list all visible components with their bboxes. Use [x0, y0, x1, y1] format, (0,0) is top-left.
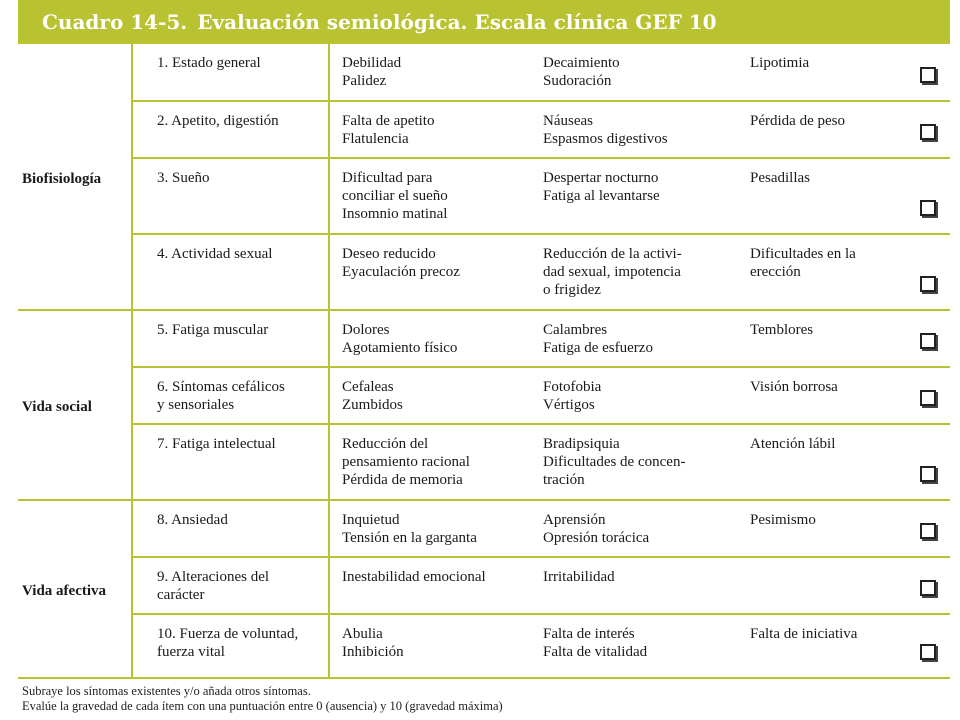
item-label-line: 10. Fuerza de voluntad, [157, 626, 299, 642]
table-number: Cuadro 14-5. [42, 10, 188, 34]
evaluation-table-wrapper [18, 44, 950, 674]
symptom-cell [738, 367, 906, 424]
symptom-cell [329, 101, 531, 158]
symptom-cell-line: tración [543, 472, 585, 488]
category-label: Biofisiología [18, 44, 132, 310]
symptom-cell-line: conciliar el sueño [342, 188, 448, 204]
symptom-cell [531, 614, 738, 678]
item-label-line: fuerza vital [157, 644, 225, 660]
symptom-cell [738, 500, 906, 557]
symptom-cell [531, 500, 738, 557]
symptom-cell [738, 234, 906, 310]
footer-note-1: Subraye los síntomas existentes y/o añada otros síntomas. [22, 684, 311, 698]
symptom-cell [531, 44, 738, 101]
checkbox-cell [906, 424, 950, 500]
symptom-cell [531, 424, 738, 500]
symptom-cell-line: Decaimiento [543, 55, 620, 71]
item-label-line: 6. Síntomas cefálicos [157, 379, 285, 395]
symptom-cell-line: Inhibición [342, 644, 404, 660]
symptom-cell-line: Irritabilidad [543, 569, 615, 585]
symptom-cell-line: Calambres [543, 322, 608, 338]
item-label [132, 310, 329, 367]
symptom-cell-line: Falta de apetito [342, 113, 435, 129]
item-label [132, 557, 329, 614]
symptom-cell [738, 557, 906, 614]
symptom-cell [531, 101, 738, 158]
symptom-cell-line: Fatiga al levantarse [543, 188, 660, 204]
table-row [18, 424, 950, 500]
symptom-cell-line: Zumbidos [342, 397, 403, 413]
symptom-cell-line: erección [750, 264, 801, 280]
checkbox-cell [906, 614, 950, 678]
symptom-cell [531, 310, 738, 367]
title-bar [18, 0, 950, 44]
item-label-line: 9. Alteraciones del [157, 569, 270, 585]
symptom-cell-line: Pérdida de peso [750, 113, 845, 129]
symptom-cell-line: Deseo reducido [342, 246, 436, 262]
checkbox-cell [906, 158, 950, 234]
symptom-cell-line: Eyaculación precoz [342, 264, 460, 280]
item-label [132, 44, 329, 101]
checkbox-icon[interactable] [920, 276, 936, 292]
symptom-cell-line: Temblores [750, 322, 814, 338]
table-row [18, 367, 950, 424]
symptom-cell-line: Lipotimia [750, 55, 810, 71]
symptom-cell-line: pensamiento racional [342, 454, 470, 470]
symptom-cell-line: o frigidez [543, 282, 601, 298]
checkbox-icon[interactable] [920, 523, 936, 539]
symptom-cell-line: Bradipsiquia [543, 436, 620, 452]
symptom-cell-line: Fatiga de esfuerzo [543, 340, 653, 356]
table-row [18, 234, 950, 310]
symptom-cell-line: Náuseas [543, 113, 593, 129]
item-label-line: y sensoriales [157, 397, 235, 413]
symptom-cell [329, 158, 531, 234]
checkbox-cell [906, 44, 950, 101]
symptom-cell-line: Dificultades en la [750, 246, 856, 262]
symptom-cell-line: Agotamiento físico [342, 340, 458, 356]
checkbox-icon[interactable] [920, 67, 936, 83]
symptom-cell-line: Sudoración [543, 73, 612, 89]
category-label: Vida afectiva [18, 500, 132, 678]
symptom-cell [329, 557, 531, 614]
checkbox-icon[interactable] [920, 580, 936, 596]
checkbox-cell [906, 367, 950, 424]
symptom-cell [329, 44, 531, 101]
checkbox-icon[interactable] [920, 466, 936, 482]
checkbox-icon[interactable] [920, 333, 936, 349]
symptom-cell [738, 158, 906, 234]
symptom-cell [738, 614, 906, 678]
checkbox-icon[interactable] [920, 390, 936, 406]
symptom-cell-line: Reducción del [342, 436, 429, 452]
symptom-cell [531, 234, 738, 310]
item-label [132, 234, 329, 310]
table-row [18, 310, 950, 367]
checkbox-cell [906, 101, 950, 158]
table-title [42, 10, 717, 34]
symptom-cell-line: Dolores [342, 322, 390, 338]
item-label [132, 500, 329, 557]
symptom-cell-line: Abulia [342, 626, 383, 642]
item-label [132, 367, 329, 424]
checkbox-icon[interactable] [920, 200, 936, 216]
symptom-cell [329, 367, 531, 424]
evaluation-table [18, 44, 950, 679]
item-label-line: 4. Actividad sexual [157, 246, 273, 262]
table-row [18, 158, 950, 234]
table-row [18, 614, 950, 678]
table-row [18, 44, 950, 101]
item-label-line: 7. Fatiga intelectual [157, 436, 276, 452]
symptom-cell [329, 310, 531, 367]
symptom-cell-line: Espasmos digestivos [543, 131, 668, 147]
table-title-text: Evaluación semiológica. Escala clínica GEF 10 [197, 10, 717, 34]
checkbox-icon[interactable] [920, 124, 936, 140]
footer-notes [22, 684, 942, 714]
item-label [132, 614, 329, 678]
checkbox-cell [906, 310, 950, 367]
symptom-cell-line: Flatulencia [342, 131, 409, 147]
symptom-cell-line: dad sexual, impotencia [543, 264, 681, 280]
item-label-line: 3. Sueño [157, 170, 210, 186]
checkbox-cell [906, 500, 950, 557]
symptom-cell-line: Debilidad [342, 55, 402, 71]
table-row [18, 557, 950, 614]
symptom-cell-line: Inquietud [342, 512, 400, 528]
symptom-cell-line: Despertar nocturno [543, 170, 659, 186]
symptom-cell-line: Dificultad para [342, 170, 433, 186]
symptom-cell-line: Reducción de la activi- [543, 246, 682, 262]
symptom-cell-line: Vértigos [543, 397, 595, 413]
item-label-line: 8. Ansiedad [157, 512, 228, 528]
symptom-cell-line: Pesadillas [750, 170, 810, 186]
symptom-cell-line: Palidez [342, 73, 387, 89]
symptom-cell-line: Falta de interés [543, 626, 635, 642]
symptom-cell [738, 44, 906, 101]
symptom-cell [738, 101, 906, 158]
symptom-cell [738, 310, 906, 367]
symptom-cell [329, 614, 531, 678]
symptom-cell-line: Pesimismo [750, 512, 816, 528]
symptom-cell-line: Inestabilidad emocional [342, 569, 486, 585]
item-label-line: 5. Fatiga muscular [157, 322, 269, 338]
symptom-cell-line: Tensión en la garganta [342, 530, 477, 546]
table-row [18, 101, 950, 158]
symptom-cell [329, 424, 531, 500]
symptom-cell [531, 367, 738, 424]
item-label-line: 2. Apetito, digestión [157, 113, 279, 129]
symptom-cell [738, 424, 906, 500]
checkbox-cell [906, 557, 950, 614]
symptom-cell-line: Falta de vitalidad [543, 644, 648, 660]
item-label [132, 101, 329, 158]
symptom-cell-line: Atención lábil [750, 436, 836, 452]
symptom-cell [531, 557, 738, 614]
symptom-cell [329, 234, 531, 310]
symptom-cell-line: Visión borrosa [750, 379, 838, 395]
item-label [132, 424, 329, 500]
category-label: Vida social [18, 310, 132, 500]
symptom-cell-line: Opresión torácica [543, 530, 650, 546]
symptom-cell-line: Dificultades de concen- [543, 454, 686, 470]
symptom-cell-line: Pérdida de memoria [342, 472, 463, 488]
symptom-cell-line: Falta de iniciativa [750, 626, 858, 642]
item-label-line: carácter [157, 587, 205, 603]
item-label [132, 158, 329, 234]
symptom-cell-line: Aprensión [543, 512, 606, 528]
item-label-line: 1. Estado general [157, 55, 261, 71]
symptom-cell [531, 158, 738, 234]
footer-note-2: Evalúe la gravedad de cada ítem con una puntuación entre 0 (ausencia) y 10 (gravedad máxima) [22, 699, 503, 713]
symptom-cell [329, 500, 531, 557]
checkbox-cell [906, 234, 950, 310]
symptom-cell-line: Insomnio matinal [342, 206, 448, 222]
symptom-cell-line: Cefaleas [342, 379, 394, 395]
symptom-cell-line: Fotofobia [543, 379, 602, 395]
checkbox-icon[interactable] [920, 644, 936, 660]
table-row [18, 500, 950, 557]
